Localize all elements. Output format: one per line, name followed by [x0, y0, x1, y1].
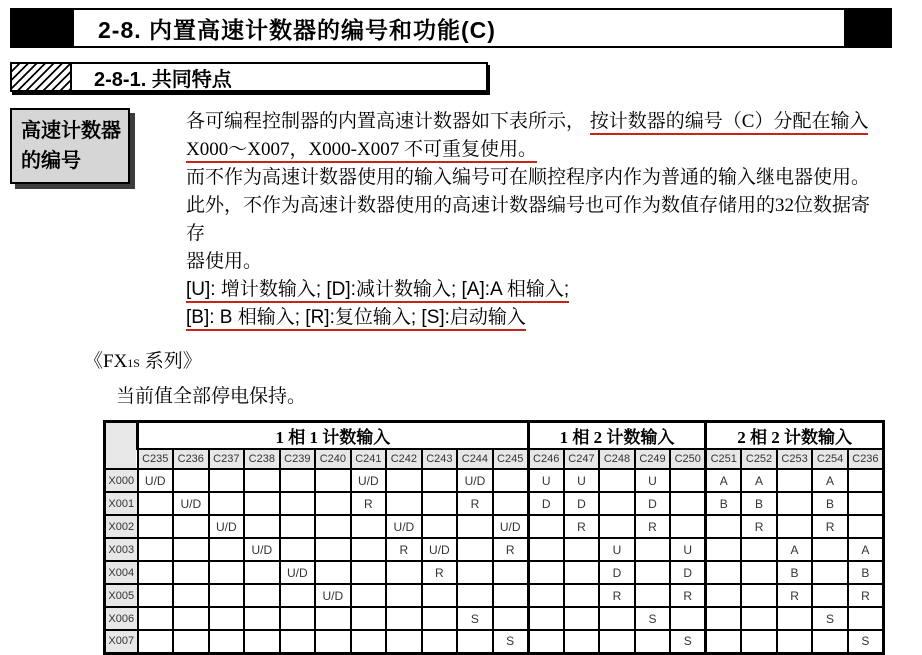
table-cell [138, 584, 174, 607]
table-cell [564, 607, 600, 630]
table-cell: U/D [173, 492, 209, 515]
table-cell [280, 630, 316, 653]
paragraph-line: 器使用。 [186, 251, 263, 272]
table-cell: R [670, 584, 706, 607]
table-cell: U/D [351, 469, 387, 492]
table-cell [280, 515, 316, 538]
table-cell [777, 492, 813, 515]
table-cell [599, 630, 635, 653]
column-header: C249 [635, 449, 671, 469]
column-header: C242 [386, 449, 422, 469]
paragraph-line [186, 108, 886, 136]
table-cell [457, 561, 493, 584]
table-cell [493, 561, 529, 584]
chapter-title-box [72, 8, 846, 48]
chapter-header [10, 8, 892, 48]
series-label [84, 346, 922, 373]
table-cell: S [812, 607, 848, 630]
table-cell: R [457, 492, 493, 515]
table-cell [422, 607, 458, 630]
table-cell [351, 561, 387, 584]
table-cell [315, 538, 351, 561]
table-cell [848, 515, 884, 538]
table-cell: R [777, 584, 813, 607]
row-header: X002 [105, 515, 138, 538]
table-cell [812, 538, 848, 561]
table-cell: D [528, 492, 564, 515]
table-cell: S [848, 630, 884, 653]
table-cell [493, 584, 529, 607]
table-cell [777, 515, 813, 538]
table-row [105, 607, 884, 630]
table-cell [706, 630, 742, 653]
table-cell [422, 469, 458, 492]
table-cell [209, 492, 245, 515]
table-cell [422, 584, 458, 607]
table-cell [564, 538, 600, 561]
table-cell [315, 561, 351, 584]
table-cell: D [635, 492, 671, 515]
table-cell [564, 561, 600, 584]
column-header: C236 [848, 449, 884, 469]
table-cell: R [812, 515, 848, 538]
table-cell [209, 607, 245, 630]
table-cell [670, 607, 706, 630]
table-cell [493, 469, 529, 492]
table-cell [386, 630, 422, 653]
table-cell [386, 607, 422, 630]
table-cell [777, 630, 813, 653]
table-cell [528, 561, 564, 584]
series-suffix: 系列》 [139, 351, 202, 372]
table-cell: R [848, 584, 884, 607]
table-cell [138, 538, 174, 561]
table-cell [599, 492, 635, 515]
table-cell [706, 561, 742, 584]
table-cell [244, 492, 280, 515]
paragraph-line: 此外，不作为高速计数器使用的高速计数器编号也可作为数值存储用的32位数据寄存 [186, 195, 871, 244]
table-cell: S [635, 607, 671, 630]
table-cell [351, 515, 387, 538]
table-cell [741, 630, 777, 653]
table-cell [244, 515, 280, 538]
table-cell: U [635, 469, 671, 492]
topic-box-line1: 高速计数器 [21, 120, 121, 142]
series-note: 当前值全部停电保持。 [116, 386, 307, 407]
table-cell: S [457, 607, 493, 630]
table-cell: D [670, 561, 706, 584]
column-group-header: 2 相 2 计数输入 [706, 422, 884, 450]
table-cell [173, 538, 209, 561]
table-row [105, 469, 884, 492]
table-cell: R [386, 538, 422, 561]
table-row [105, 515, 884, 538]
column-header: C239 [280, 449, 316, 469]
table-cell [173, 584, 209, 607]
table-cell [422, 630, 458, 653]
table-cell [528, 607, 564, 630]
table-cell: U [528, 469, 564, 492]
table-cell [351, 538, 387, 561]
table-cell: U/D [244, 538, 280, 561]
table-cell [741, 607, 777, 630]
content-row [0, 108, 922, 332]
column-header: C246 [528, 449, 564, 469]
column-header: C238 [244, 449, 280, 469]
table-cell [599, 607, 635, 630]
table-cell [599, 469, 635, 492]
table-cell [244, 607, 280, 630]
legend-line [186, 304, 886, 332]
row-header: X003 [105, 538, 138, 561]
column-header: C252 [741, 449, 777, 469]
row-header: X001 [105, 492, 138, 515]
table-cell [741, 561, 777, 584]
section-header [10, 62, 488, 92]
table-corner-cell [105, 422, 138, 470]
table-cell [493, 607, 529, 630]
table-cell [173, 607, 209, 630]
table-cell [315, 607, 351, 630]
table-row [105, 584, 884, 607]
table-cell [138, 492, 174, 515]
table-cell [386, 492, 422, 515]
table-cell [386, 584, 422, 607]
table-row [105, 630, 884, 653]
table-cell: U/D [315, 584, 351, 607]
table-cell [599, 515, 635, 538]
table-cell: A [848, 538, 884, 561]
paragraph-line: 而不作为高速计数器使用的输入编号可在顺控程序内作为普通的输入继电器使用。 [186, 167, 871, 188]
table-column-header-row [105, 449, 884, 469]
table-cell: R [741, 515, 777, 538]
column-header: C254 [812, 449, 848, 469]
table-row [105, 538, 884, 561]
table-cell: U/D [422, 538, 458, 561]
table-cell: B [848, 561, 884, 584]
table-cell: U/D [138, 469, 174, 492]
table-cell [848, 492, 884, 515]
table-cell: A [741, 469, 777, 492]
page [0, 8, 922, 649]
table-cell [138, 630, 174, 653]
table-cell: R [599, 584, 635, 607]
table-cell [315, 515, 351, 538]
table-cell [706, 538, 742, 561]
table-cell [493, 492, 529, 515]
table-cell [670, 515, 706, 538]
table-cell [351, 630, 387, 653]
column-group-header: 1 相 2 计数输入 [528, 422, 706, 450]
table-cell [635, 561, 671, 584]
table-cell: U/D [457, 469, 493, 492]
legend-text-underlined: [B]: B 相输入; [R]:复位输入; [S]:启动输入 [186, 307, 526, 331]
table-cell [528, 584, 564, 607]
legend-text-underlined: [U]: 增计数输入; [D]:减计数输入; [A]:A 相输入; [186, 279, 569, 303]
column-header: C250 [670, 449, 706, 469]
table-cell [457, 538, 493, 561]
table-cell [280, 469, 316, 492]
table-cell [138, 607, 174, 630]
table-cell [706, 607, 742, 630]
chapter-title: 2-8. 内置高速计数器的编号和功能(C) [98, 16, 496, 43]
table-cell: U [564, 469, 600, 492]
header-right-black-block [846, 8, 892, 48]
table-cell [315, 492, 351, 515]
row-header: X007 [105, 630, 138, 653]
table-cell [812, 584, 848, 607]
table-cell [173, 630, 209, 653]
table-cell [422, 515, 458, 538]
table-cell: A [812, 469, 848, 492]
table-cell [528, 538, 564, 561]
table-cell: U/D [280, 561, 316, 584]
legend-line [186, 276, 886, 304]
table-cell [528, 630, 564, 653]
table-cell: B [812, 492, 848, 515]
table-cell [670, 469, 706, 492]
row-header: X004 [105, 561, 138, 584]
table-cell: U [599, 538, 635, 561]
series-prefix: 《FX [84, 351, 128, 372]
hatch-pattern-icon [12, 64, 72, 90]
table-cell [386, 469, 422, 492]
table-cell [138, 561, 174, 584]
table-cell [741, 584, 777, 607]
column-header: C236 [173, 449, 209, 469]
counter-table [103, 420, 885, 655]
table-cell [138, 515, 174, 538]
table-cell [386, 561, 422, 584]
table-cell [244, 630, 280, 653]
table-cell: A [706, 469, 742, 492]
column-header: C253 [777, 449, 813, 469]
table-cell [635, 584, 671, 607]
table-group-header-row [105, 422, 884, 450]
table-cell: R [493, 538, 529, 561]
table-cell [244, 561, 280, 584]
table-cell [315, 630, 351, 653]
table-cell [635, 630, 671, 653]
row-header: X006 [105, 607, 138, 630]
table-cell: S [493, 630, 529, 653]
column-header: C235 [138, 449, 174, 469]
table-cell [457, 630, 493, 653]
header-left-black-block [10, 8, 72, 48]
table-cell [315, 469, 351, 492]
table-cell [564, 630, 600, 653]
table-cell [244, 469, 280, 492]
body-text-underlined: X000～X007，X000-X007 不可重复使用。 [186, 139, 537, 163]
column-group-header: 1 相 1 计数输入 [138, 422, 529, 450]
table-cell [209, 561, 245, 584]
body-text [186, 108, 886, 332]
table-cell: U/D [209, 515, 245, 538]
table-cell [741, 538, 777, 561]
topic-box [10, 108, 130, 184]
column-header: C237 [209, 449, 245, 469]
table-cell [173, 469, 209, 492]
body-text-underlined: 按计数器的编号（C）分配在输入 [590, 111, 869, 135]
table-cell: A [777, 538, 813, 561]
table-cell: B [741, 492, 777, 515]
table-cell [670, 492, 706, 515]
table-cell [280, 607, 316, 630]
column-header: C241 [351, 449, 387, 469]
column-header: C240 [315, 449, 351, 469]
table-cell [244, 584, 280, 607]
table-cell: B [706, 492, 742, 515]
row-header: X000 [105, 469, 138, 492]
table-cell [280, 538, 316, 561]
table-cell [173, 561, 209, 584]
table-cell [173, 515, 209, 538]
table-cell: R [635, 515, 671, 538]
table-cell [812, 630, 848, 653]
table-cell [209, 630, 245, 653]
table-cell [209, 584, 245, 607]
table-cell [706, 584, 742, 607]
column-header: C244 [457, 449, 493, 469]
table-cell: R [351, 492, 387, 515]
section-title: 2-8-1. 共同特点 [94, 68, 232, 91]
body-text-normal: 各可编程控制器的内置高速计数器如下表所示， [186, 111, 590, 132]
table-cell: U/D [493, 515, 529, 538]
table-cell: B [777, 561, 813, 584]
table-cell [777, 607, 813, 630]
table-cell: R [564, 515, 600, 538]
table-cell [280, 492, 316, 515]
column-header: C243 [422, 449, 458, 469]
table-cell [848, 607, 884, 630]
column-header: C247 [564, 449, 600, 469]
column-header: C245 [493, 449, 529, 469]
table-cell [564, 584, 600, 607]
table-cell [351, 584, 387, 607]
column-header: C248 [599, 449, 635, 469]
series-subscript: 1S [127, 356, 140, 370]
row-header: X005 [105, 584, 138, 607]
table-cell [528, 515, 564, 538]
table-cell [209, 469, 245, 492]
table-cell [777, 469, 813, 492]
table-cell [209, 538, 245, 561]
table-cell: R [422, 561, 458, 584]
table-cell [635, 538, 671, 561]
table-cell [812, 561, 848, 584]
table-cell: D [564, 492, 600, 515]
table-cell [848, 469, 884, 492]
table-cell: U [670, 538, 706, 561]
column-header: C251 [706, 449, 742, 469]
table-cell [351, 607, 387, 630]
table-cell [457, 584, 493, 607]
table-cell [706, 515, 742, 538]
table-cell: D [599, 561, 635, 584]
table-cell [457, 515, 493, 538]
table-cell [280, 584, 316, 607]
table-cell [422, 492, 458, 515]
paragraph-line [186, 136, 886, 164]
topic-box-line2: 的编号 [21, 150, 81, 172]
table-cell: S [670, 630, 706, 653]
table-row [105, 561, 884, 584]
table-cell: U/D [386, 515, 422, 538]
table-row [105, 492, 884, 515]
